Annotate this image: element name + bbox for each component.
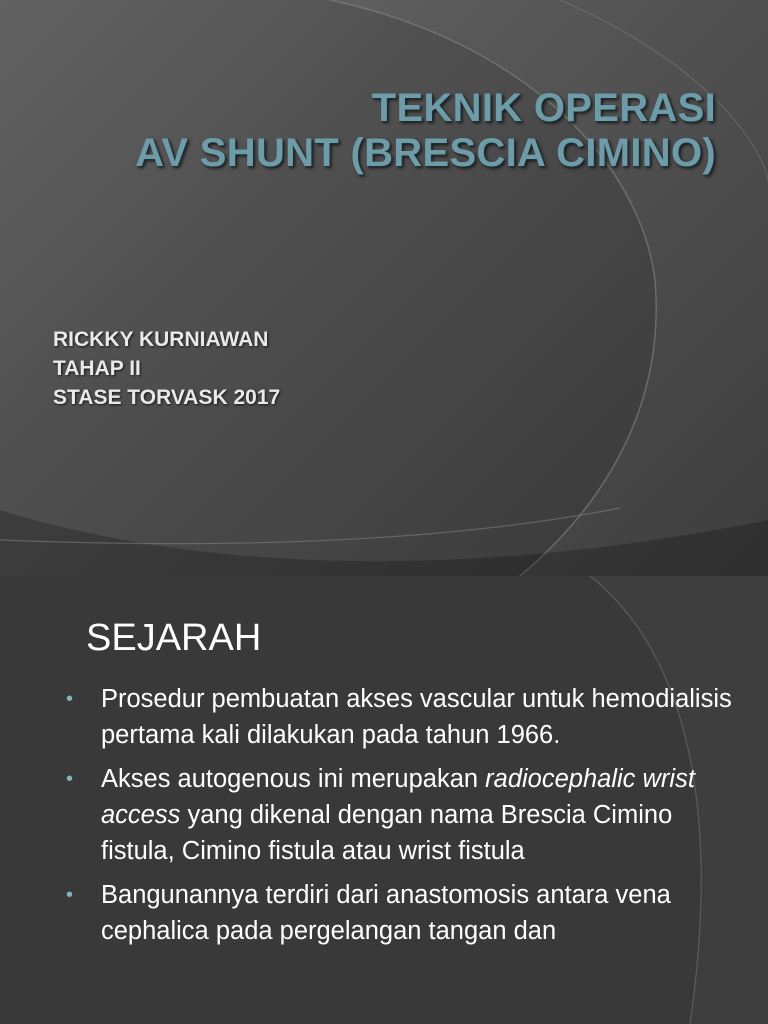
title-line-2: AV SHUNT (BRESCIA CIMINO): [135, 131, 716, 175]
bullet-text: Prosedur pembuatan akses vascular untuk hemodialisis pertama kali dilakukan pada tahun 1966.: [101, 685, 732, 749]
author-name: RICKKY KURNIAWAN: [53, 328, 269, 351]
bullet-text-before: Akses autogenous ini merupakan: [101, 765, 486, 793]
title-line-1: TEKNIK OPERASI: [371, 86, 716, 130]
bullet-item: [66, 681, 746, 753]
slide-subtitle: [53, 325, 280, 412]
bullet-item: [66, 877, 746, 949]
slide-title: [135, 86, 716, 176]
bullet-list: [66, 681, 746, 957]
bullet-text-italic: radiocephalic wrist access: [101, 765, 695, 829]
bullet-dot-icon: •: [66, 688, 74, 710]
bullet-dot-icon: •: [66, 768, 74, 790]
author-rotation: STASE TORVASK 2017: [53, 386, 281, 409]
bullet-item: [66, 761, 746, 869]
bullet-text-after: yang dikenal dengan nama Brescia Cimino fistula, Cimino fistula atau wrist fistula: [101, 801, 673, 865]
bullet-text: Bangunannya terdiri dari anastomosis antara vena cephalica pada pergelangan tangan dan: [101, 881, 671, 945]
slide-heading: SEJARAH: [86, 617, 262, 659]
bullet-dot-icon: •: [66, 884, 74, 906]
author-stage: TAHAP II: [53, 357, 141, 380]
